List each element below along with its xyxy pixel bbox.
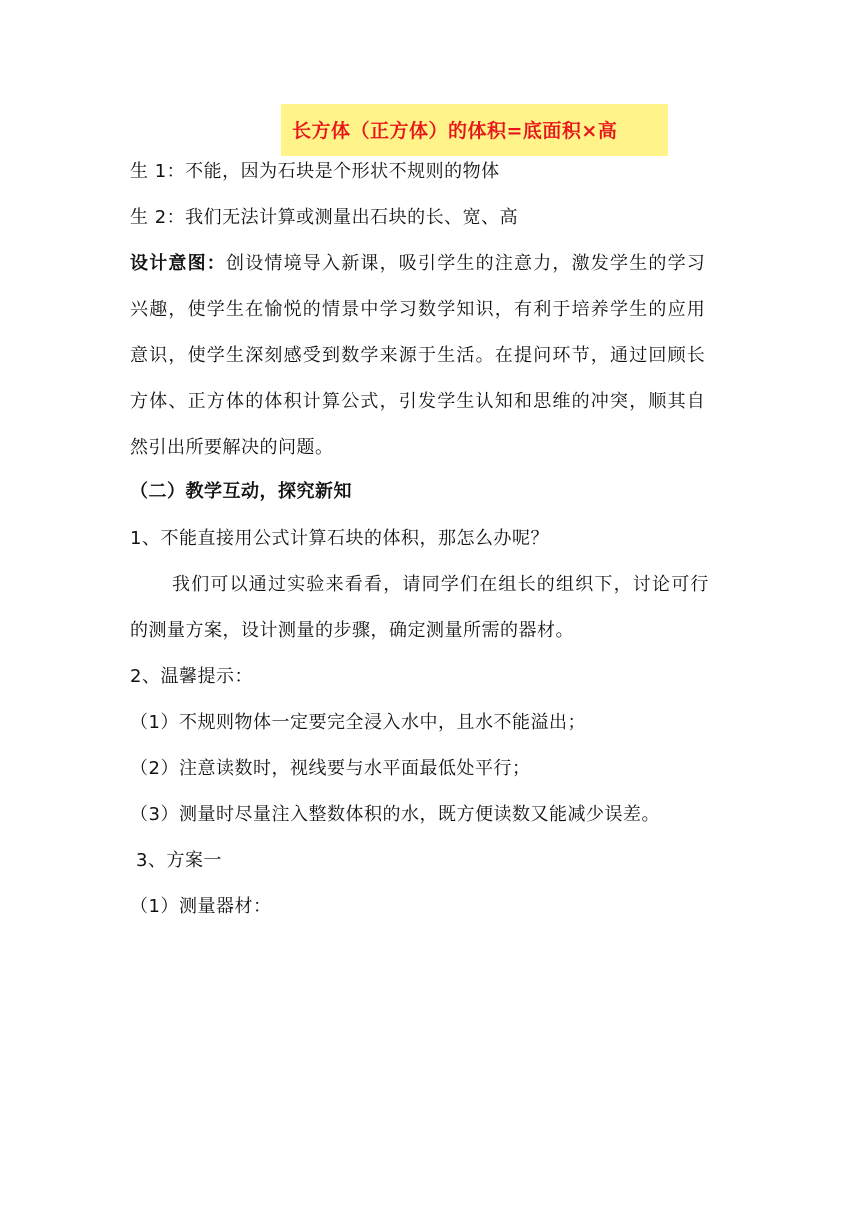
item1-title: 1、不能直接用公式计算石块的体积，那怎么办呢？ — [130, 528, 549, 549]
design-intent-line-1 — [130, 252, 706, 276]
student-answer-2: 生 2：我们无法计算或测量出石块的长、宽、高 — [130, 207, 519, 228]
tip-1: （1）不规则物体一定要完全浸入水中，且水不能溢出； — [130, 712, 586, 733]
section-heading: （二）教学互动，探究新知 — [130, 481, 352, 502]
design-intent-text-1: 创设情境导入新课，吸引学生的注意力，激发学生的学习 — [226, 253, 706, 274]
item3-sub: （1）测量器材： — [130, 896, 272, 917]
design-intent-line-4: 方体、正方体的体积计算公式，引发学生认知和思维的冲突，顺其自 — [130, 391, 706, 412]
item1-line-2: 的测量方案，设计测量的步骤，确定测量所需的器材。 — [130, 620, 574, 641]
tip-2: （2）注意读数时，视线要与水平面最低处平行； — [130, 758, 531, 779]
design-intent-line-3: 意识，使学生深刻感受到数学来源于生活。在提问环节，通过回顾长 — [130, 345, 706, 366]
design-intent-line-5: 然引出所要解决的问题。 — [130, 437, 334, 458]
design-intent-label: 设计意图： — [130, 253, 226, 274]
tip-3: （3）测量时尽量注入整数体积的水，既方便读数又能减少误差。 — [130, 804, 660, 825]
formula-text: 长方体（正方体）的体积=底面积×高 — [292, 120, 618, 142]
design-intent-line-2: 兴趣，使学生在愉悦的情景中学习数学知识，有利于培养学生的应用 — [130, 299, 706, 320]
item3-title: 3、方案一 — [136, 850, 222, 871]
student-answer-1: 生 1：不能，因为石块是个形状不规则的物体 — [130, 161, 500, 182]
item2-title: 2、温馨提示： — [130, 666, 253, 687]
item1-line-1: 我们可以通过实验来看看，请同学们在组长的组织下，讨论可行 — [172, 574, 710, 595]
